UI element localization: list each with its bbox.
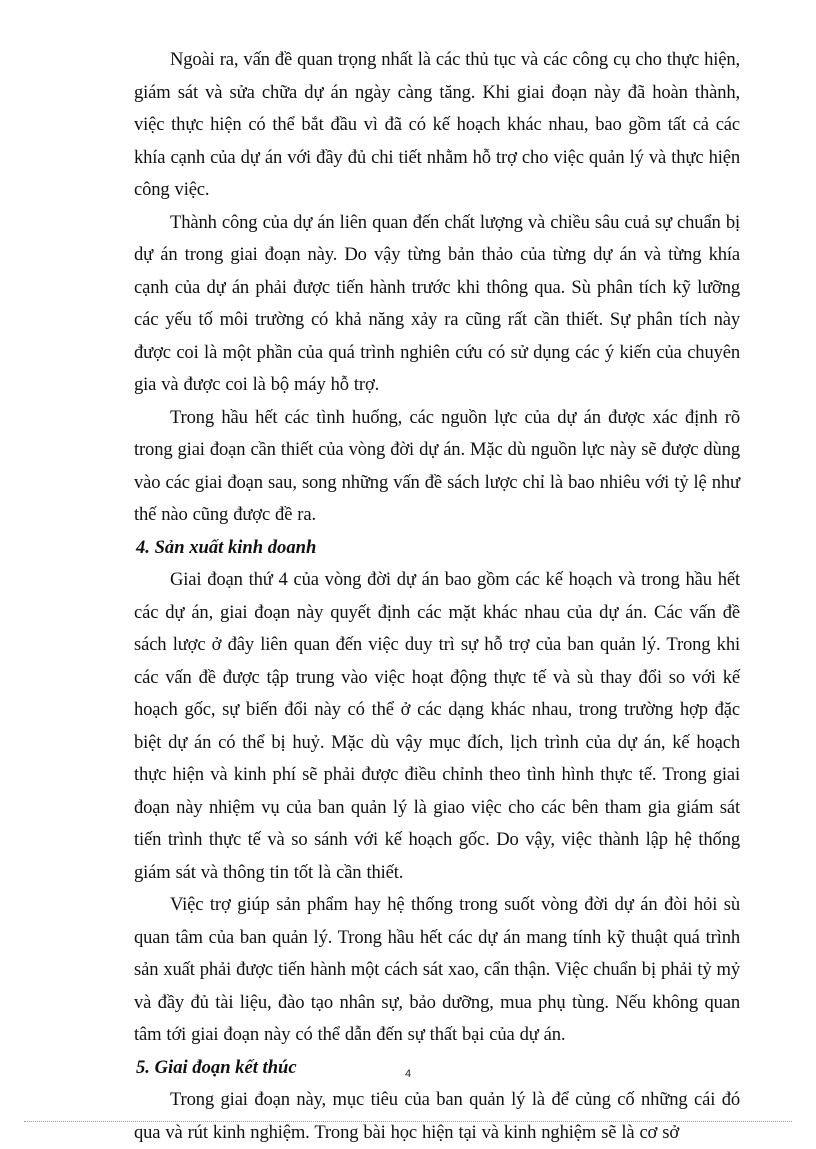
- paragraph-2: Thành công của dự án liên quan đến chất lượng và chiều sâu cuả sự chuẩn bị dự án trong giai đoạn này. Do vậy từng bản thảo của từng dự án và từng khía cạnh của dự án phải được tiến hành trước khi thông qua. Sù phân tích kỹ lưỡng các yếu tố môi trường có khả năng xảy ra cũng rất cần thiết. Sự phân tích này được coi là một phần của quá trình nghiên cứu có sử dụng các ý kiến của chuyên gia và được coi là bộ máy hỗ trợ.: [134, 211, 740, 395]
- paragraph-1: Ngoài ra, vấn đề quan trọng nhất là các thủ tục và các công cụ cho thực hiện, giám sát và sửa chữa dự án ngày càng tăng. Khi giai đoạn này đã hoàn thành, việc thực hiện có thể bắt đầu vì đã có kế hoạch khác nhau, bao gồm tất cả các khía cạnh của dự án với đầy đủ chi tiết nhằm hỗ trợ cho việc quản lý và thực hiện công việc.: [134, 49, 740, 200]
- footer-divider: [24, 1121, 792, 1122]
- section-4-paragraph-2: Việc trợ giúp sản phẩm hay hệ thống trong suốt vòng đời dự án đòi hỏi sù quan tâm của ban quản lý. Trong hầu hết các dự án mang tính kỹ thuật quá trình sản xuất phải được tiến hành một cách sát xao, cẩn thận. Việc chuẩn bị phải tỷ mỷ và đầy đủ tài liệu, đào tạo nhân sự, bảo dưỡng, mua phụ tùng. Nếu không quan tâm tới giai đoạn này có thể dẫn đến sự thất bại của dự án.: [134, 894, 741, 1045]
- section-5-heading: 5. Giai đoạn kết thúc: [136, 1056, 297, 1078]
- section-4-heading: 4. Sản xuất kinh doanh: [136, 536, 317, 558]
- section-4-paragraph-1: Giai đoạn thứ 4 của vòng đời dự án bao gồm các kế hoạch và trong hầu hết các dự án, giai đoạn này quyết định các mặt khác nhau của dự án. Các vấn đề sách lược ở đây liên quan đến việc duy trì sự hỗ trợ của ban quản lý. Trong khi các vấn đề được tập trung vào việc hoạt động thực tế và sù thay đổi so với kế hoạch gốc, sự biến đổi này có thể ở các dạng khác nhau, trong trường hợp đặc biệt dự án có thể bị huỷ. Mặc dù vậy mục đích, lịch trình của dự án, kế hoạch thực hiện và kinh phí sẽ phải được điều chỉnh theo tình hình thực tế. Trong giai đoạn này nhiệm vụ của ban quản lý là giao việc cho các bên tham gia giám sát tiến trình thực tế và so sánh với kế hoạch gốc. Do vậy, việc thành lập hệ thống giám sát và thông tin tốt là cần thiết.: [134, 569, 740, 883]
- section-5-paragraph-1: Trong giai đoạn này, mục tiêu của ban quản lý là để củng cố những cái đó qua và rút kinh nghiệm. Trong bài học hiện tại và kinh nghiệm sẽ là cơ sở: [134, 1089, 740, 1143]
- page-body: [134, 44, 740, 1149]
- paragraph-3: Trong hầu hết các tình huống, các nguồn lực của dự án được xác định rõ trong giai đoạn cần thiết của vòng đời dự án. Mặc dù nguồn lực này sẽ được dùng vào các giai đoạn sau, song những vấn đề sách lược chỉ là bao nhiêu với tỷ lệ như thế nào cũng được đề ra.: [134, 406, 740, 525]
- page-number: 4: [404, 1068, 412, 1080]
